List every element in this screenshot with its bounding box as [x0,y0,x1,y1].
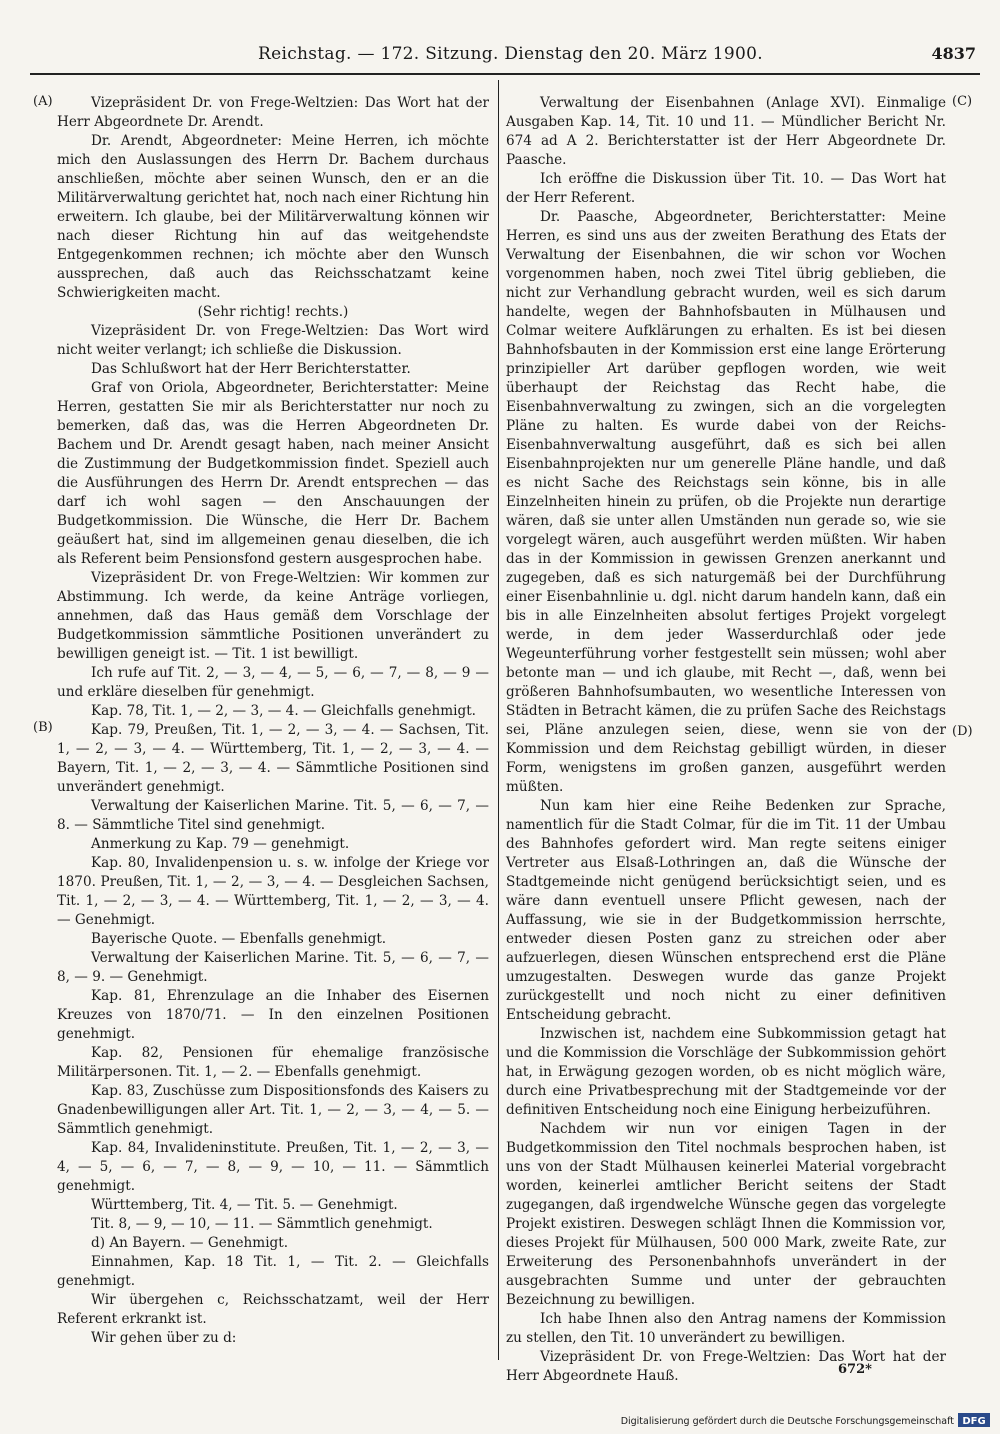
paragraph: Kap. 84, Invalideninstitute. Preußen, Tit. 1, — 2, — 3, — 4, — 5, — 6, — 7, — 8, — 9, — 10, — 11. — Sämmtlich genehmigt. [57,1140,489,1194]
page-number: 4837 [931,44,976,63]
paragraph: Ich habe Ihnen also den Antrag namens der Kommission zu stellen, den Tit. 10 unverändert zu bewilligen. [506,1311,946,1346]
paragraph: Kap. 81, Ehrenzulage an die Inhaber des Eisernen Kreuzes von 1870/71. — In den einzelnen Positionen genehmigt. [57,988,489,1042]
paragraph: Einnahmen, Kap. 18 Tit. 1, — Tit. 2. — Gleichfalls genehmigt. [57,1254,489,1289]
paragraph: Vizepräsident Dr. von Frege-Weltzien: Das Wort wird nicht weiter verlangt; ich schließe die Diskussion. [57,323,489,358]
paragraph: Kap. 82, Pensionen für ehemalige französische Militärpersonen. Tit. 1, — 2. — Ebenfalls genehmigt. [57,1045,489,1080]
signature-mark: 672* [838,1362,872,1377]
paragraph: Vizepräsident Dr. von Frege-Weltzien: Wir kommen zur Abstimmung. Ich werde, da keine Anträge vorliegen, annehmen, daß das Haus gemäß dem Vorschlage der Budgetkommission sämmtliche Positionen unverändert zu bewilligen geneigt ist. — Tit. 1 ist bewilligt. [57,570,489,662]
paragraph: Kap. 80, Invalidenpension u. s. w. infolge der Kriege vor 1870. Preußen, Tit. 1, — 2, — 3, — 4. — Desgleichen Sachsen, Tit. 1, — 2, — 3, — 4. — Württemberg, Tit. 1, — 2, — 3, — 4. — Genehmigt. [57,855,489,928]
paragraph: Dr. Paasche, Abgeordneter, Berichterstatter: Meine Herren, es sind uns aus der zweiten Berathung des Etats der Verwaltung der Eisenbahnen, die wir schon vor Wochen vorgenommen haben, noch zwei Titel übrig geblieben, die nicht zur Verhandlung gebracht wurden, weil es sich darum handelte, wegen der Bahnhofsbauten in Mülhausen und Colmar weitere Aufklärungen zu erhalten. Es ist bei diesen Bahnhofsbauten in der Kommission erst eine lange Erörterung prinzipieller Art darüber gepflogen worden, wie weit überhaupt der Reichstag das Recht habe, die Eisenbahnverwaltung zu zwingen, sich an die vorgelegten Pläne zu halten. Es wurde dabei von der Reichs-Eisenbahnverwaltung ausgeführt, daß es sich bei allen Eisenbahnprojekten nur um generelle Pläne handle, und daß es nicht Sache des Reichstags sein könne, bis in alle Einzelnheiten hinein zu prüfen, ob die Projekte nun derartige wären, daß sie unter allen Umständen nun gerade so, wie sie vorgelegt wären, auch ausgeführt werden müßten. Wir haben das in der Kommission in gewissen Grenzen anerkannt und zugegeben, daß es sich naturgemäß bei der Durchführung einer Eisenbahnlinie u. dgl. nicht darum handeln kann, daß ein bis in alle Einzelnheiten absolut fertiges Projekt vorgelegt werde, in dem jeder Wasserdurchlaß oder jede Wegeunterführung vorher festgestellt sein müssen; wohl aber betonte man — und ich glaube, mit Recht —, daß, wenn bei größeren Bahnhofsumbauten, wo wesentliche Interessen von Städten in Betracht kämen, die zu prüfen Sache des Reichstags sei, Pläne anzulegen seien, diese, wenn sie von der Kommission und dem Reichstag gebilligt würden, in dieser Form, wenigstens im großen ganzen, ausgeführt werden müßten. [506,209,946,795]
paragraph: d) An Bayern. — Genehmigt. [91,1235,289,1251]
paragraph: Anmerkung zu Kap. 79 — genehmigt. [91,836,350,852]
paragraph: Vizepräsident Dr. von Frege-Weltzien: Das Wort hat der Herr Abgeordnete Dr. Arendt. [57,95,489,130]
margin-marker-c: (C) [952,94,973,109]
interjection: (Sehr richtig! rechts.) [197,304,349,320]
paragraph: Ich rufe auf Tit. 2, — 3, — 4, — 5, — 6, — 7, — 8, — 9 — und erkläre dieselben für genehmigt. [57,665,489,700]
dfg-logo-icon [958,1413,990,1427]
header-rule [30,73,980,75]
paragraph: Verwaltung der Eisenbahnen (Anlage XVI). Einmalige Ausgaben Kap. 14, Tit. 10 und 11. — Mündlicher Bericht Nr. 674 ad A 2. Berichterstatter ist der Herr Abgeordnete Dr. Paasche. [506,95,946,168]
paragraph: Das Schlußwort hat der Herr Berichterstatter. [91,361,411,377]
left-column [57,94,489,1374]
paragraph: Nun kam hier eine Reihe Bedenken zur Sprache, namentlich für die Stadt Colmar, für die im Tit. 11 der Umbau des Bahnhofes gefordert wird. Man regte seitens einiger Vertreter aus Elsaß-Lothringen an, daß die Wünsche der Stadtgemeinde nicht genügend berücksichtigt seien, und es wäre dann eventuell unsere Pflicht gewesen, nach der Auffassung, wie sie in der Budgetkommission herrschte, entweder diesen Posten ganz zu streichen oder aber aufzuerlegen, diesen Wünschen entsprechend erst die Pläne umzugestalten. Deswegen wurde das ganze Projekt zurückgestellt und noch nicht zu einer definitiven Entscheidung gebracht. [506,798,946,1023]
dfg-logo-text: DFG [962,1416,986,1427]
paragraph: Kap. 78, Tit. 1, — 2, — 3, — 4. — Gleichfalls genehmigt. [91,703,477,719]
margin-marker-b: (B) [33,720,53,735]
paragraph: Verwaltung der Kaiserlichen Marine. Tit. 5, — 6, — 7, — 8, — 9. — Genehmigt. [57,950,489,985]
running-title: Reichstag. — 172. Sitzung. Dienstag den 20. März 1900. [258,44,763,64]
paragraph: Kap. 79, Preußen, Tit. 1, — 2, — 3, — 4. — Sachsen, Tit. 1, — 2, — 3, — 4. — Württemberg, Tit. 1, — 2, — 3, — 4. — Bayern, Tit. 1, — 2, — 3, — 4. — Sämmtliche Positionen sind unverändert genehmigt. [57,722,489,795]
paragraph: Württemberg, Tit. 4, — Tit. 5. — Genehmigt. [91,1197,398,1213]
paragraph: Inzwischen ist, nachdem eine Subkommission getagt hat und die Kommission die Vorschläge der Subkommission gehört hat, in Erwägung gezogen worden, ob es nicht möglich wäre, durch eine Privatbesprechung mit der Stadtgemeinde vor der definitiven Entscheidung noch eine Einigung herbeizuführen. [506,1026,946,1118]
paragraph: Wir übergehen c, Reichsschatzamt, weil der Herr Referent erkrankt ist. [57,1292,489,1327]
paragraph: Kap. 83, Zuschüsse zum Dispositionsfonds des Kaisers zu Gnadenbewilligungen aller Art. Tit. 1, — 2, — 3, — 4, — 5. — Sämmtlich genehmigt. [57,1083,489,1137]
paragraph: Wir gehen über zu d: [91,1330,237,1346]
paragraph: Dr. Arendt, Abgeordneter: Meine Herren, ich möchte mich den Auslassungen des Herrn Dr. Bachem durchaus anschließen, möchte aber seinen Wunsch, den er an die Militärverwaltung gerichtet hat, noch nach einer Richtung hin erweitern. Ich glaube, bei der Militärverwaltung können wir nach dieser Richtung hin auf das weitgehendste Entgegenkommen rechnen; ich möchte aber den Wunsch aussprechen, daß auch das Reichsschatzamt keine Schwierigkeiten macht. [57,133,489,301]
margin-marker-d: (D) [952,724,973,739]
column-rule [498,80,499,1360]
paragraph: Bayerische Quote. — Ebenfalls genehmigt. [91,931,387,947]
paragraph: Tit. 8, — 9, — 10, — 11. — Sämmtlich genehmigt. [91,1216,433,1232]
footer-credit: Digitalisierung gefördert durch die Deutsche Forschungsgemeinschaft [620,1416,954,1427]
paragraph: Verwaltung der Kaiserlichen Marine. Tit. 5, — 6, — 7, — 8. — Sämmtliche Titel sind genehmigt. [57,798,489,833]
page-header [30,44,980,74]
paragraph: Ich eröffne die Diskussion über Tit. 10. — Das Wort hat der Herr Referent. [506,171,946,206]
paragraph: Vizepräsident Dr. von Frege-Weltzien: Das Wort hat der Herr Abgeordnete Hauß. [506,1349,946,1384]
paragraph: Nachdem wir nun vor einigen Tagen in der Budgetkommission den Titel nochmals besprochen haben, ist uns von der Stadt Mülhausen keinerlei Material vorgebracht worden, keinerlei amtlicher Bericht seitens der Stadt zugegangen, daß irgendwelche Wünsche gegen das vorgelegte Projekt existiren. Deswegen schlägt Ihnen die Kommission vor, dieses Projekt für Mülhausen, 500 000 Mark, zweite Rate, zur Erweiterung des Personenbahnhofs unverändert in der ausgebrachten Summe und unter der gebrauchten Bezeichnung zu bewilligen. [506,1121,946,1308]
paragraph: Graf von Oriola, Abgeordneter, Berichterstatter: Meine Herren, gestatten Sie mir als Berichterstatter nur noch zu bemerken, daß das, was die Herren Abgeordneten Dr. Bachem und Dr. Arendt gesagt haben, nach meiner Ansicht die Zustimmung der Budgetkommission findet. Speziell auch die Ausführungen des Herrn Dr. Arendt entsprechen — das darf ich wohl sagen — den Anschauungen der Budgetkommission. Die Wünsche, die Herr Dr. Bachem geäußert hat, sind im allgemeinen genau dieselben, die ich als Referent beim Pensionsfond gestern ausgesprochen habe. [57,380,489,567]
margin-marker-a: (A) [33,94,53,109]
